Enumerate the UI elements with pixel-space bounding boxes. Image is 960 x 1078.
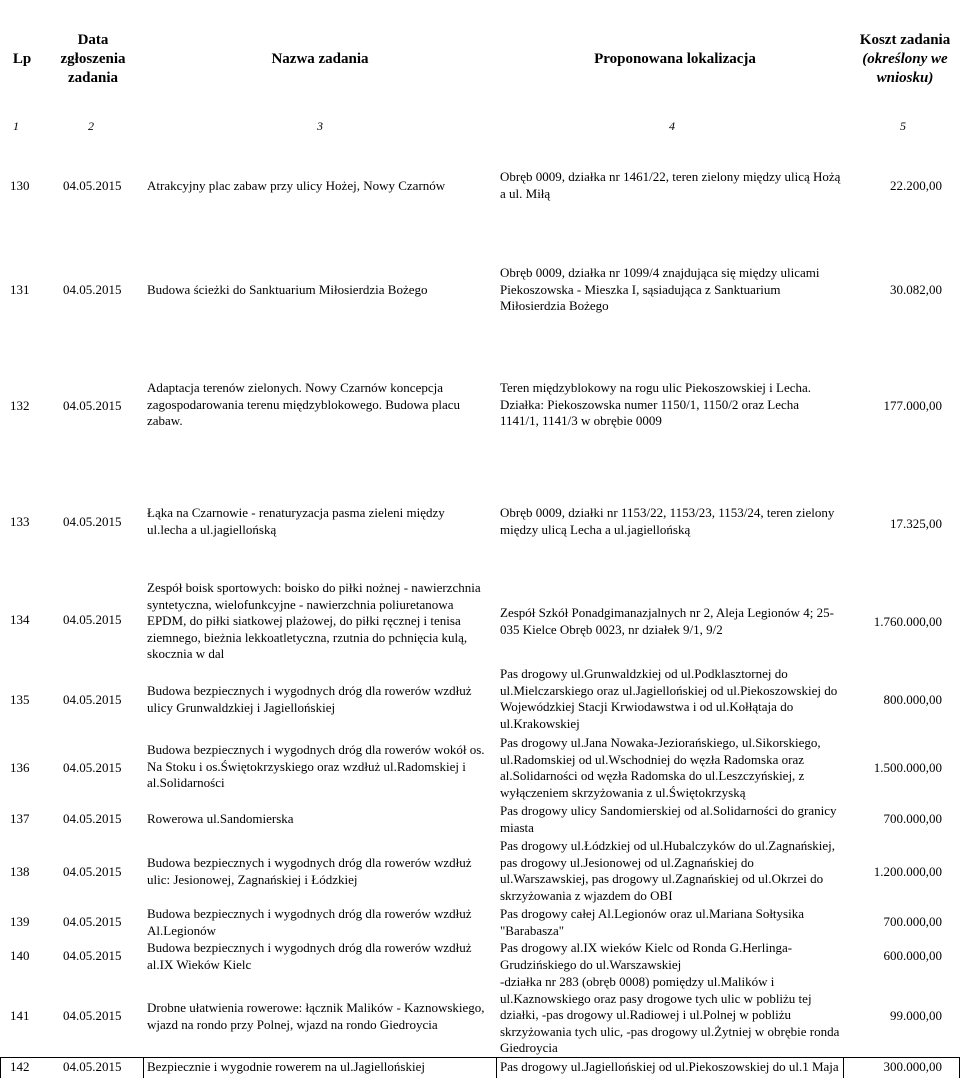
row-136-location-line: ul.Radomskiej od ul.Wschodniej do węzła Radomska oraz xyxy=(500,751,804,767)
header-location: Proponowana lokalizacja xyxy=(594,51,756,67)
row-130-location-line: Obręb 0009, działka nr 1461/22, teren zielony między ulicą Hożą xyxy=(500,169,841,184)
row-134-location-line: 035 Kielce Obręb 0023, nr działek 9/1, 9/2 xyxy=(500,621,723,637)
row-137-name-line: Rowerowa ul.Sandomierska xyxy=(147,811,294,826)
row-131-cost: 30.082,00 xyxy=(890,282,942,297)
row-132-name-line: zagospodarowania terenu międzyblokowego. Budowa placu xyxy=(147,396,460,412)
row-139-date: 04.05.2015 xyxy=(63,914,122,929)
row-130-location-line: a ul. Miłą xyxy=(500,185,551,201)
row-140-location-line: Grudzińskiego do ul.Warszawskiej xyxy=(500,956,682,972)
row-134-lp: 134 xyxy=(10,612,30,627)
row-132-location xyxy=(500,380,811,430)
row-136-location-line: al.Solidarności od węzła Radomska do ul.Leszczyńskiej, z xyxy=(500,768,805,784)
row-133-cost: 17.325,00 xyxy=(890,516,942,531)
row-134-name-line: Zespół boisk sportowych: boisko do piłki nożnej - nawierzchnia xyxy=(147,580,481,595)
row-141-name-line: wjazd na rondo przy Polnej, wjazd na rondo Giedroycia xyxy=(147,1016,438,1032)
header-cost-sub-1: (określony we xyxy=(862,51,948,67)
header-task-name: Nazwa zadania xyxy=(271,51,369,67)
row-134-location xyxy=(500,605,834,638)
row-139-location xyxy=(500,906,804,939)
column-number-2: 2 xyxy=(88,119,94,133)
row-141-location-line: działki, -pas drogowy ul.Radiowej i ul.Polnej w pobliżu xyxy=(500,1007,792,1023)
row-137-location-line: Pas drogowy ulicy Sandomierskiej od al.Solidarności do granicy xyxy=(500,803,837,818)
header-cost-title: Koszt zadania xyxy=(859,32,951,48)
header-cost-sub-2: wniosku) xyxy=(876,70,934,86)
column-number-3: 3 xyxy=(317,119,323,133)
row-133-lp: 133 xyxy=(10,514,30,529)
row-136-lp: 136 xyxy=(10,760,30,775)
row-130-location xyxy=(500,169,840,202)
row-137-name xyxy=(147,811,294,828)
row-136-date: 04.05.2015 xyxy=(63,760,122,775)
row-141-location xyxy=(500,974,839,1057)
row-135-name-line: ulicy Grunwaldzkiej i Jagiellońskiej xyxy=(147,699,336,715)
row-135-location-line: Wojewódzkiej Stacji Krwiodawstwa i od ul.Kołłątaja do xyxy=(500,699,794,715)
row-138-location-line: pas drogowy ul.Jesionowej od ul.Zagnańskiej do xyxy=(500,854,754,870)
row-138-location-line: ul.Warszawskiej, pas drogowy ul.Zagnańskiej od ul.Okrzei do xyxy=(500,871,824,887)
row-135-location xyxy=(500,666,837,732)
row-132-cost: 177.000,00 xyxy=(883,398,942,413)
row-134-name-line: skocznia w dal xyxy=(147,646,225,662)
column-number-4: 4 xyxy=(669,119,675,133)
row-133-name xyxy=(147,505,445,538)
header-date xyxy=(50,31,136,88)
row-140-cost: 600.000,00 xyxy=(883,948,942,963)
row-141-location-line: Giedroycia xyxy=(500,1040,558,1056)
row-135-date: 04.05.2015 xyxy=(63,692,122,707)
row-136-name-line: Budowa bezpiecznych i wygodnych dróg dla rowerów wokół os. xyxy=(147,742,485,757)
header-date-line-2: zgłoszenia xyxy=(60,51,126,67)
row-136-location-line: wyłączeniem skrzyżowania z ul.Świętokrzyską xyxy=(500,784,746,800)
row-132-location-line: Działka: Piekoszowska numer 1150/1, 1150/2 oraz Lecha xyxy=(500,396,800,412)
header-date-line-3: zadania xyxy=(67,70,118,86)
row-136-location-line: Pas drogowy ul.Jana Nowaka-Jeziorańskiego, ul.Sikorskiego, xyxy=(500,735,821,750)
row-139-name xyxy=(147,906,472,939)
row-135-location-line: Pas drogowy ul.Grunwaldzkiej od ul.Podklasztornej do xyxy=(500,666,788,681)
row-138-lp: 138 xyxy=(10,864,30,879)
header-lp: Lp xyxy=(12,51,32,67)
row-142-lp: 142 xyxy=(10,1059,30,1074)
row-141-location-line: -działka nr 283 (obręb 0008) pomiędzy ul.Malików i xyxy=(500,974,775,989)
row-133-location-line: między ulicą Lecha a ul.jagiellońską xyxy=(500,521,691,537)
row-133-date: 04.05.2015 xyxy=(63,514,122,529)
row-131-location xyxy=(500,265,819,315)
row-142-divider-1 xyxy=(0,1057,1,1078)
row-132-name-line: zabaw. xyxy=(147,413,183,429)
row-135-location-line: ul.Krakowskiej xyxy=(500,715,580,731)
row-138-name-line: Budowa bezpiecznych i wygodnych dróg dla rowerów wzdłuż xyxy=(147,855,472,870)
row-138-name-line: ulic: Jesionowej, Zagnańskiej i Łódzkiej xyxy=(147,871,358,887)
row-142-date: 04.05.2015 xyxy=(63,1059,122,1074)
row-139-location-line: "Barabasza" xyxy=(500,922,565,938)
row-130-cost: 22.200,00 xyxy=(890,178,942,193)
row-135-name-line: Budowa bezpiecznych i wygodnych dróg dla rowerów wzdłuż xyxy=(147,683,472,698)
row-135-name xyxy=(147,683,472,716)
row-142-location-line: Pas drogowy ul.Jagiellońskiej od ul.Piekoszowskiej do ul.1 Maja xyxy=(500,1059,839,1074)
row-133-location-line: Obręb 0009, działki nr 1153/22, 1153/23, 1153/24, teren zielony xyxy=(500,505,835,520)
row-130-lp: 130 xyxy=(10,178,30,193)
row-142-location xyxy=(500,1059,839,1076)
row-137-location xyxy=(500,803,837,836)
row-134-location-line: Zespół Szkół Ponadgimanazjalnych nr 2, Aleja Legionów 4; 25- xyxy=(500,605,834,620)
row-131-lp: 131 xyxy=(10,282,30,297)
row-136-name-line: Na Stoku i os.Świętokrzyskiego oraz wzdłuż ul.Radomskiej i xyxy=(147,758,466,774)
row-134-name-line: syntetyczna, wielofunkcyjne - nawierzchnia poliuretanowa xyxy=(147,596,454,612)
row-138-date: 04.05.2015 xyxy=(63,864,122,879)
row-135-lp: 135 xyxy=(10,692,30,707)
row-130-name-line: Atrakcyjny plac zabaw przy ulicy Hożej, Nowy Czarnów xyxy=(147,178,446,193)
row-142-divider-3 xyxy=(496,1057,497,1078)
row-139-name-line: Budowa bezpiecznych i wygodnych dróg dla rowerów wzdłuż xyxy=(147,906,472,921)
row-141-lp: 141 xyxy=(10,1008,30,1023)
row-138-location xyxy=(500,838,835,904)
row-133-location xyxy=(500,505,834,538)
row-141-cost: 99.000,00 xyxy=(890,1008,942,1023)
row-136-cost: 1.500.000,00 xyxy=(873,760,942,775)
row-142-divider-4 xyxy=(843,1057,844,1078)
row-140-name-line: Budowa bezpiecznych i wygodnych dróg dla rowerów wzdłuż xyxy=(147,940,472,955)
row-140-name xyxy=(147,940,472,973)
row-141-location-line: ul.Kaznowskiego oraz pasy drogowe tych ulic w pobliżu tej xyxy=(500,990,812,1006)
header-cost xyxy=(845,31,960,88)
row-131-name xyxy=(147,282,428,299)
row-141-date: 04.05.2015 xyxy=(63,1008,122,1023)
row-142-divider-2 xyxy=(143,1057,144,1078)
row-140-lp: 140 xyxy=(10,948,30,963)
row-135-cost: 800.000,00 xyxy=(883,692,942,707)
row-142-top-border xyxy=(0,1057,960,1058)
row-136-name-line: al.Solidarności xyxy=(147,775,225,791)
row-136-location xyxy=(500,735,821,801)
row-138-location-line: skrzyżowania z wjazdem do OBI xyxy=(500,887,673,903)
row-139-cost: 700.000,00 xyxy=(883,914,942,929)
row-137-lp: 137 xyxy=(10,811,30,826)
row-142-cost: 300.000,00 xyxy=(883,1059,942,1074)
row-131-location-line: Miłosierdzia Bożego xyxy=(500,298,609,314)
row-137-cost: 700.000,00 xyxy=(883,811,942,826)
row-138-location-line: Pas drogowy ul.Łódzkiej od ul.Hubalczyków do ul.Zagnańskiej, xyxy=(500,838,836,853)
row-137-location-line: miasta xyxy=(500,819,534,835)
header-date-line-1: Data xyxy=(77,32,109,48)
row-132-name-line: Adaptacja terenów zielonych. Nowy Czarnów koncepcja xyxy=(147,380,443,395)
row-132-lp: 132 xyxy=(10,398,30,413)
column-number-5: 5 xyxy=(900,119,906,133)
row-140-name-line: al.IX Wieków Kielc xyxy=(147,956,252,972)
row-139-location-line: Pas drogowy całej Al.Legionów oraz ul.Mariana Sołtysika xyxy=(500,906,804,921)
row-141-name xyxy=(147,1000,485,1033)
column-number-1: 1 xyxy=(13,119,19,133)
row-136-name xyxy=(147,742,485,792)
row-131-location-line: Piekoszowska - Mieszka I, sąsiadująca z Sanktuarium xyxy=(500,281,781,297)
row-140-date: 04.05.2015 xyxy=(63,948,122,963)
row-132-date: 04.05.2015 xyxy=(63,398,122,413)
row-134-date: 04.05.2015 xyxy=(63,612,122,627)
row-133-name-line: Łąka na Czarnowie - renaturyzacja pasma zieleni między xyxy=(147,505,445,520)
row-130-date: 04.05.2015 xyxy=(63,178,122,193)
row-132-location-line: 1141/1, 1141/3 w obrębie 0009 xyxy=(500,413,662,429)
row-138-name xyxy=(147,855,472,888)
row-141-location-line: skrzyżowania tych ulic, -pas drogowy ul.Żytniej w obrębie ronda xyxy=(500,1023,840,1039)
row-133-name-line: ul.lecha a ul.jagiellońską xyxy=(147,521,277,537)
row-131-name-line: Budowa ścieżki do Sanktuarium Miłosierdzia Bożego xyxy=(147,282,428,297)
row-132-location-line: Teren międzyblokowy na rogu ulic Piekoszowskiej i Lecha. xyxy=(500,380,812,395)
row-134-name xyxy=(147,580,481,663)
row-142-name xyxy=(147,1059,425,1076)
row-141-name-line: Drobne ułatwienia rowerowe: łącznik Malików - Kaznowskiego, xyxy=(147,1000,485,1015)
row-134-name-line: ziemnego, bieżnia lekkoatletyczna, rzutnia do pchnięcia kulą, xyxy=(147,629,468,645)
row-134-cost: 1.760.000,00 xyxy=(873,614,942,629)
row-140-location-line: Pas drogowy al.IX wieków Kielc od Ronda G.Herlinga- xyxy=(500,940,793,955)
row-130-name xyxy=(147,178,445,195)
row-138-cost: 1.200.000,00 xyxy=(873,864,942,879)
row-137-date: 04.05.2015 xyxy=(63,811,122,826)
row-139-name-line: Al.Legionów xyxy=(147,922,216,938)
row-135-location-line: ul.Mielczarskiego oraz ul.Jagiellońskiej od ul.Piekoszowskiej do xyxy=(500,682,838,698)
row-134-name-line: EPDM, do piłki siatkowej plażowej, do piłki ręcznej i tenisa xyxy=(147,613,461,629)
row-132-name xyxy=(147,380,460,430)
row-142-name-line: Bezpiecznie i wygodnie rowerem na ul.Jagiellońskiej xyxy=(147,1059,425,1074)
row-131-location-line: Obręb 0009, działka nr 1099/4 znajdująca się między ulicami xyxy=(500,265,820,280)
row-131-date: 04.05.2015 xyxy=(63,282,122,297)
row-140-location xyxy=(500,940,792,973)
row-139-lp: 139 xyxy=(10,914,30,929)
